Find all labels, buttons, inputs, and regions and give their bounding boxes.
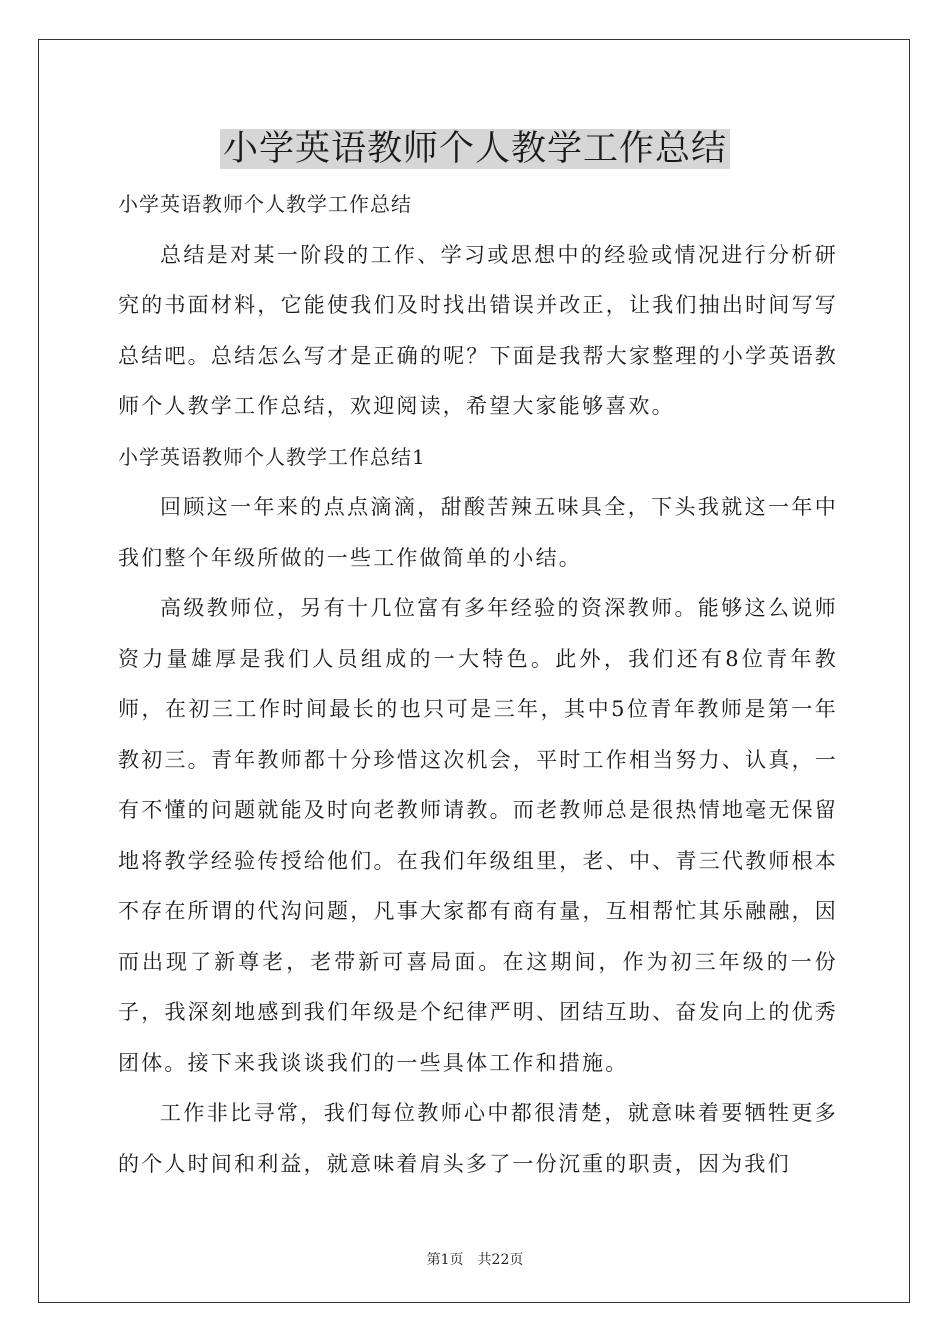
- section-heading: 小学英语教师个人教学工作总结1: [118, 444, 426, 469]
- intro-paragraph: 总结是对某一阶段的工作、学习或思想中的经验或情况进行分析研究的书面材料，它能使我们及时找出错误并改正，让我们抽出时间写写总结吧。总结怎么写才是正确的呢？下面是我帮大家整理的小学英语教师个人教学工作总结，欢迎阅读，希望大家能够喜欢。: [118, 242, 838, 418]
- document-title-text: 小学英语教师个人教学工作总结: [220, 129, 730, 169]
- body-paragraph: 工作非比寻常，我们每位教师心中都很清楚，就意味着要牺牲更多的个人时间和利益，就意味着肩头多了一份沉重的职责，因为我们: [118, 1101, 838, 1176]
- document-body: [118, 179, 838, 1189]
- body-paragraph: 高级教师位，另有十几位富有多年经验的资深教师。能够这么说师资力量雄厚是我们人员组成的一大特色。此外，我们还有8位青年教师，在初三工作时间最长的也只可是三年，其中5位青年教师是第一年教初三。青年教师都十分珍惜这次机会，平时工作相当努力、认真，一有不懂的问题就能及时向老教师请教。而老教师总是很热情地毫无保留地将教学经验传授给他们。在我们年级组里，老、中、青三代教师根本不存在所谓的代沟问题，凡事大家都有商有量，互相帮忙其乐融融，因而出现了新尊老，老带新可喜局面。在这期间，作为初三年级的一份子，我深刻地感到我们年级是个纪律严明、团结互助、奋发向上的优秀团体。接下来我谈谈我们的一些具体工作和措施。: [118, 596, 838, 1075]
- page-footer: [0, 1249, 950, 1269]
- document-title: [0, 124, 950, 174]
- body-paragraph: 回顾这一年来的点点滴滴，甜酸苦辣五味具全，下头我就这一年中我们整个年级所做的一些工作做简单的小结。: [118, 495, 838, 570]
- page-number-total: 共22页: [477, 1252, 524, 1268]
- document-subtitle: 小学英语教师个人教学工作总结: [118, 192, 412, 216]
- page-number-current: 第1页: [426, 1252, 464, 1268]
